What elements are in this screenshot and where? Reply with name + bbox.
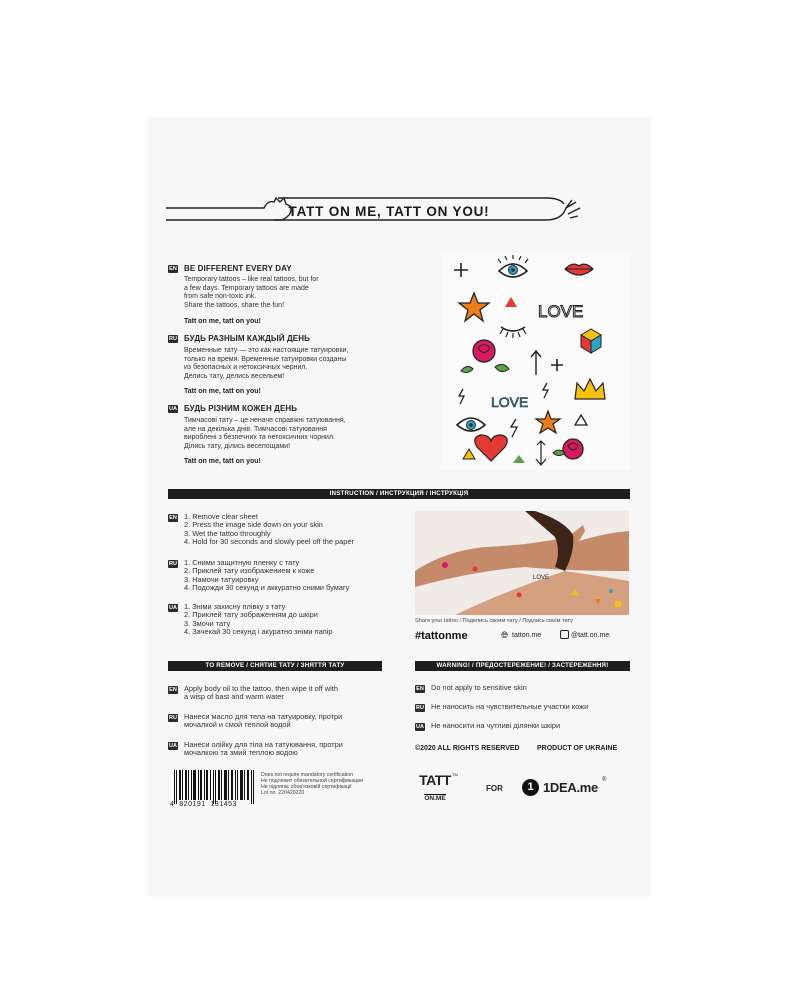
lang-badge-ua: UA <box>416 724 424 730</box>
intro-title-ua: БУДЬ РІЗНИМ КОЖЕН ДЕНЬ <box>184 404 298 413</box>
svg-text:LOVE: LOVE <box>491 394 529 410</box>
warning-text: Не наносить на чувствительные участки кожи <box>431 702 589 711</box>
intro-line: Временные тату — это как настоящие татуировки, <box>184 347 349 354</box>
svg-text:LOVE: LOVE <box>538 302 584 321</box>
instagram-icon <box>560 630 569 639</box>
instruction-step: 1. Сними защитную пленку с тату <box>184 558 300 567</box>
intro-tagline: Tatt on me, tatt on you! <box>184 458 261 465</box>
intro-tagline: Tatt on me, tatt on you! <box>184 318 261 325</box>
barcode-number: 4 820191 131453 <box>170 801 237 808</box>
remove-line: мочалкою та змий теплою водою <box>184 748 298 758</box>
intro-line: Ділись тату, ділись веселощами! <box>184 442 291 450</box>
warning-text: Не наносити на чутливі ділянки шкіри <box>431 721 561 730</box>
instruction-step: 1. Remove clear sheet <box>184 512 258 521</box>
origin-label: PRODUCT OF UKRAINE <box>537 745 618 752</box>
remove-line: Нанеси масло для тела на татуировку, протри <box>184 712 343 721</box>
idea-logo: 1DEA.me <box>543 780 598 795</box>
website-link[interactable]: tatton.me <box>512 632 542 639</box>
lang-badge-en: EN <box>169 515 177 521</box>
hashtag: #tattonme <box>415 630 468 642</box>
remove-line: Apply body oil to the tattoo, then wipe it off with <box>184 684 338 693</box>
instruction-step: 2. Приклей тату изображением к коже <box>184 566 315 576</box>
intro-line: from safe non-toxic ink. <box>184 293 257 301</box>
cert-note: Does not require mandatory certification <box>261 772 353 778</box>
instruction-step: 4. Зачекай 30 секунд і акуратно зніми папір <box>184 627 333 637</box>
lang-badge-en: EN <box>169 266 177 272</box>
intro-line: Temporary tattoos – like real tattoos, but for <box>184 276 319 283</box>
tattooed-arms-photo <box>415 511 629 615</box>
for-label: FOR <box>486 784 503 793</box>
remove-line: a wisp of bast and warm water <box>184 692 284 702</box>
instruction-bar: INSTRUCTION / ИНСТРУКЦИЯ / ІНСТРУКЦІЯ <box>168 489 630 499</box>
intro-line: из безопасных и нетоксичных чернил. <box>184 364 308 372</box>
remove-bar: TO REMOVE / СНЯТИЕ ТАТУ / ЗНЯТТЯ ТАТУ <box>168 661 382 671</box>
lang-badge-en: EN <box>416 686 424 692</box>
intro-line: Делись тату, делись весельем! <box>184 372 285 380</box>
copyright: ©2020 ALL RIGHTS RESERVED <box>415 745 520 752</box>
globe-icon: 🌐︎ <box>501 630 509 640</box>
lang-badge-ru: RU <box>169 336 177 342</box>
instruction-step: 3. Змочи тату <box>184 618 231 628</box>
instruction-step: 4. Hold for 30 seconds and slowly peel off the paper <box>184 537 354 547</box>
warning-text: Do not apply to sensitive skin <box>431 683 527 692</box>
registered-mark: ® <box>602 777 607 783</box>
tattoo-designs-icon <box>441 253 630 470</box>
cert-note: Не підлягає обов'язковій сертифікації <box>261 784 352 790</box>
lot-number: Lot no. 220420220 <box>261 790 305 796</box>
lang-badge-en: EN <box>169 687 177 693</box>
instagram-link[interactable]: @tatt.on.me <box>571 632 610 639</box>
warning-bar: WARNING! / ПРЕДОСТЕРЕЖЕНИЕ! / ЗАСТЕРЕЖЕННЯ! <box>415 661 630 671</box>
lang-badge-ru: RU <box>169 561 177 567</box>
instruction-step: 3. Намочи татуировку <box>184 574 259 584</box>
tattonme-logo: TATT ON.ME <box>419 772 451 802</box>
slogan: TATT ON ME, TATT ON YOU! <box>288 204 490 219</box>
svg-text:LOVE: LOVE <box>533 575 550 581</box>
instruction-step: 2. Press the image side down on your skin <box>184 520 323 530</box>
lang-badge-ua: UA <box>169 406 177 412</box>
intro-line: вироблені з безпечних та нетоксичних чорнил. <box>184 434 335 442</box>
arms-illustration-icon <box>415 511 629 615</box>
remove-line: мочалкой и смой теплой водой <box>184 720 291 730</box>
intro-title-en: BE DIFFERENT EVERY DAY <box>184 264 292 273</box>
intro-line: Тимчасові тату – це неначе справжні татуювання, <box>184 417 346 424</box>
lang-badge-ua: UA <box>169 743 177 749</box>
intro-line: a few days. Temporary tattoos are made <box>184 284 309 292</box>
intro-line: але на декілька днів. Тимчасові татуювання <box>184 425 327 433</box>
share-caption: Share your tattoo / Поделись своим тату / Подлись своїм тату <box>415 618 573 624</box>
intro-line: только на время. Временные татуировки созданы <box>184 355 347 363</box>
lang-badge-ru: RU <box>169 715 177 721</box>
lang-badge-ua: UA <box>169 605 177 611</box>
package-back <box>148 118 650 895</box>
instruction-step: 1. Зніми захисну плівку з тату <box>184 602 286 611</box>
intro-tagline: Tatt on me, tatt on you! <box>184 388 261 395</box>
instruction-step: 3. Wet the tattoo throughly <box>184 528 271 538</box>
idea-circle-icon: 1 <box>522 779 539 796</box>
cert-note: Не подлежит обязательной сертификации <box>261 778 363 784</box>
instruction-step: 2. Приклей тату зображенням до шкіри <box>184 610 318 620</box>
intro-line: Share the tattoos, share the fun! <box>184 301 285 309</box>
remove-line: Нанеси олійку для тіла на татуювання, протри <box>184 740 343 749</box>
intro-title-ru: БУДЬ РАЗНЫМ КАЖДЫЙ ДЕНЬ <box>184 334 310 343</box>
instruction-step: 4. Подожди 30 секунд и аккуратно сними бумагу <box>184 583 350 593</box>
trademark: TM <box>452 772 458 777</box>
tattoo-sheet-preview <box>441 253 630 470</box>
lang-badge-ru: RU <box>416 705 424 711</box>
